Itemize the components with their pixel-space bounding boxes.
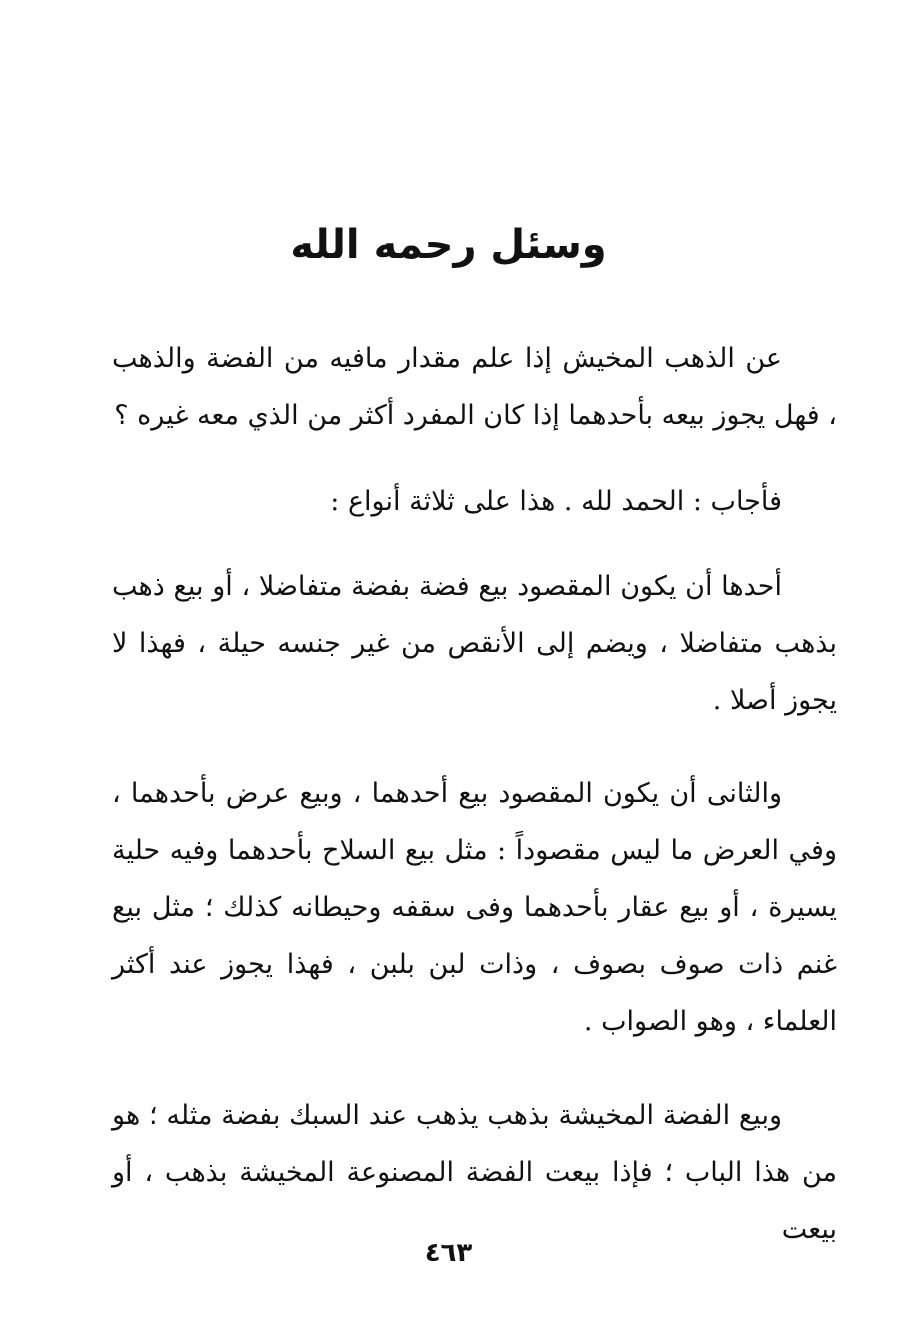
second-type-paragraph [112, 765, 837, 1050]
third-paragraph [112, 1087, 837, 1258]
answer-intro-text: فأجاب : الحمد لله . هذا على ثلاثة أنواع : [330, 486, 782, 517]
third-text: وبيع الفضة المخيشة بذهب يذهب عند السبك بفضة مثله ؛ هو من هذا الباب ؛ فإذا بيعت الفضة المصنوعة المخيشة بذهب ، أو بيعت [112, 1100, 837, 1245]
section-heading: وسئل رحمه الله [290, 222, 607, 268]
question-text: عن الذهب المخيش إذا علم مقدار مافيه من الفضة والذهب ، فهل يجوز بيعه بأحدهما إذا كان المفرد أكثر من الذي معه غيره ؟ [112, 343, 837, 431]
question-paragraph [112, 330, 837, 444]
answer-intro-paragraph [112, 473, 837, 530]
second-type-text: والثانى أن يكون المقصود بيع أحدهما ، وبيع عرض بأحدهما ، وفي العرض ما ليس مقصوداً : مثل بيع السلاح بأحدهما وفيه حلية يسيرة ، أو بيع عقار بأحدهما وفى سقفه وحيطانه كذلك ؛ مثل بيع غنم ذات صوف بصوف ، وذات لبن بلبن ، فهذا يجوز عند أكثر العلماء ، وهو الصواب . [112, 778, 837, 1037]
first-type-paragraph [112, 558, 837, 729]
page-number: ٤٦٣ [424, 1238, 473, 1268]
first-type-text: أحدها أن يكون المقصود بيع فضة بفضة متفاضلا ، أو بيع ذهب بذهب متفاضلا ، ويضم إلى الأنقص من غير جنسه حيلة ، فهذا لا يجوز أصلا . [112, 571, 837, 716]
